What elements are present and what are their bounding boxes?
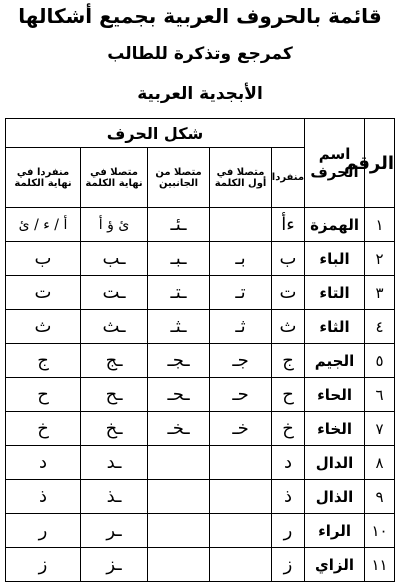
form-final: ـر [81,514,148,548]
form-medial [148,446,210,480]
form-final: ئ ؤ أ [81,208,148,242]
form-isolated: ج [272,344,305,378]
row-number: ٦ [365,378,395,412]
form-initial: حـ [210,378,272,412]
row-number: ٤ [365,310,395,344]
form-initial [210,548,272,582]
letter-name: الراء [305,514,365,548]
letter-name: الدال [305,446,365,480]
form-initial [210,514,272,548]
form-medial: ـبـ [148,242,210,276]
form-isolated: ر [272,514,305,548]
form-medial [148,514,210,548]
form-medial: ـجـ [148,344,210,378]
form-medial [148,548,210,582]
form-final: ـح [81,378,148,412]
subtitle: كمرجع وتذكرة للطالب [107,44,293,64]
row-number: ٥ [365,344,395,378]
row-number: ٩ [365,480,395,514]
form-medial: ـحـ [148,378,210,412]
table-row [6,310,395,344]
alphabet-table [5,118,395,582]
form-medial: ـئـ [148,208,210,242]
letter-name: الثاء [305,310,365,344]
letter-name: التاء [305,276,365,310]
form-initial: خـ [210,412,272,446]
form-final: ـز [81,548,148,582]
table-row [6,480,395,514]
form-isolated: ب [272,242,305,276]
form-isolated: ح [272,378,305,412]
form-final-isolated: ث [6,310,81,344]
row-number: ١٠ [365,514,395,548]
form-medial: ـثـ [148,310,210,344]
form-final: ـذ [81,480,148,514]
form-final: ـب [81,242,148,276]
table-row [6,208,395,242]
letter-name: الزاي [305,548,365,582]
table-row [6,344,395,378]
table-row [6,378,395,412]
form-isolated: ث [272,310,305,344]
form-isolated: ت [272,276,305,310]
form-final-isolated: ر [6,514,81,548]
form-initial [210,480,272,514]
form-medial [148,480,210,514]
column-header-letter-name: اسم الحرف [305,119,365,208]
form-initial: بـ [210,242,272,276]
letter-name: الحاء [305,378,365,412]
form-initial: ثـ [210,310,272,344]
form-final: ـت [81,276,148,310]
form-initial: تـ [210,276,272,310]
column-header-medial: متصلا من الجانبين [148,148,210,208]
table-row [6,548,395,582]
letter-name: الباء [305,242,365,276]
form-final-isolated: ذ [6,480,81,514]
form-isolated: ز [272,548,305,582]
form-final: ـخ [81,412,148,446]
form-final: ـج [81,344,148,378]
form-initial: جـ [210,344,272,378]
column-header-isolated: منفردا [272,148,305,208]
column-header-number: الرقم [365,119,395,208]
form-isolated: د [272,446,305,480]
form-isolated: خ [272,412,305,446]
form-final-isolated: د [6,446,81,480]
form-isolated: ءأ [272,208,305,242]
row-number: ٧ [365,412,395,446]
column-header-final: متصلا في نهاية الكلمة [81,148,148,208]
form-isolated: ذ [272,480,305,514]
form-medial: ـخـ [148,412,210,446]
form-final-isolated: خ [6,412,81,446]
row-number: ٢ [365,242,395,276]
letter-name: الخاء [305,412,365,446]
column-group-letter-forms: شكل الحرف [6,119,305,148]
letter-name: الهمزة [305,208,365,242]
form-final-isolated: ب [6,242,81,276]
form-final: ـد [81,446,148,480]
form-final-isolated: ز [6,548,81,582]
table-row [6,276,395,310]
form-final-isolated: ح [6,378,81,412]
form-initial [210,446,272,480]
form-final: ـث [81,310,148,344]
section-title: الأبجدية العربية [137,84,263,104]
form-final-isolated: أ / ء / ئ [6,208,81,242]
letter-name: الجيم [305,344,365,378]
letter-name: الذال [305,480,365,514]
form-medial: ـتـ [148,276,210,310]
row-number: ١١ [365,548,395,582]
form-initial [210,208,272,242]
form-final-isolated: ج [6,344,81,378]
table-row [6,242,395,276]
row-number: ١ [365,208,395,242]
row-number: ٨ [365,446,395,480]
table-row [6,446,395,480]
form-final-isolated: ت [6,276,81,310]
column-header-final-isolated: منفردا في نهاية الكلمة [6,148,81,208]
main-title: قائمة بالحروف العربية بجميع أشكالها [18,4,382,28]
column-header-initial: متصلا في أول الكلمة [210,148,272,208]
row-number: ٣ [365,276,395,310]
table-row [6,514,395,548]
table-row [6,412,395,446]
